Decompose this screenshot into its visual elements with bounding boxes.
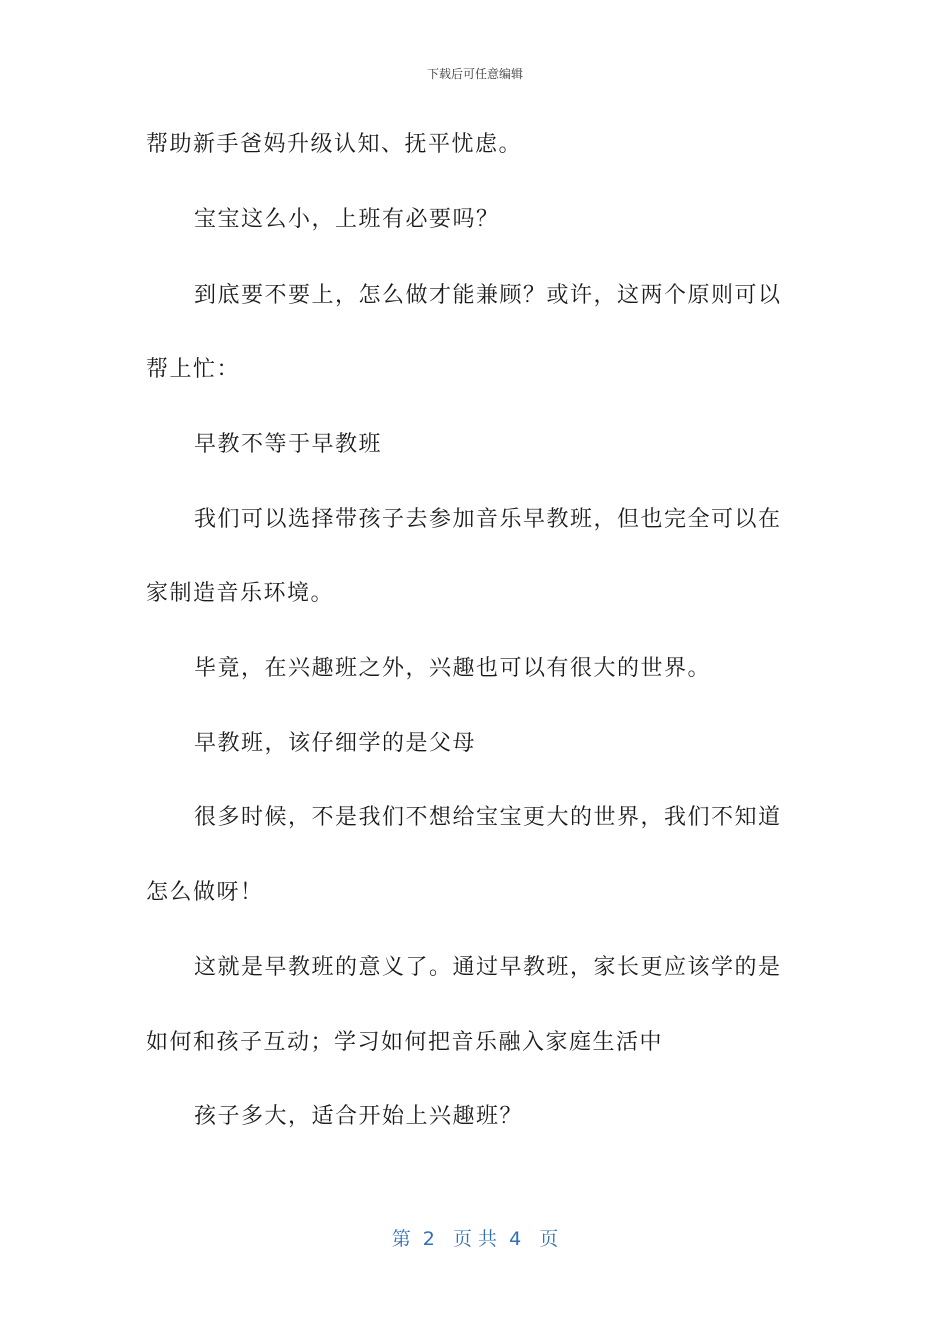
- page-header: 下载后可任意编辑: [426, 67, 523, 81]
- text-line: 早教不等于早教班: [194, 432, 383, 457]
- text-line: 帮助新手爸妈升级认知、抚平忧虑。: [146, 132, 523, 157]
- text-line: 孩子多大，适合开始上兴趣班？: [194, 1104, 524, 1129]
- text-line: 很多时候，不是我们不想给宝宝更大的世界，我们不知道: [194, 805, 782, 830]
- text-line: 帮上忙：: [146, 357, 241, 382]
- text-line: 如何和孩子互动；学习如何把音乐融入家庭生活中: [146, 1030, 664, 1055]
- text-line: 我们可以选择带孩子去参加音乐早教班，但也完全可以在: [194, 507, 782, 532]
- text-line: 早教班，该仔细学的是父母: [194, 731, 477, 756]
- page-number-footer: 第 2 页 共 4 页: [391, 1228, 559, 1250]
- text-line: 毕竟，在兴趣班之外，兴趣也可以有很大的世界。: [194, 656, 712, 681]
- text-line: 宝宝这么小，上班有必要吗？: [194, 207, 500, 232]
- text-line: 这就是早教班的意义了。通过早教班，家长更应该学的是: [194, 955, 782, 980]
- text-line: 怎么做呀！: [146, 880, 264, 905]
- text-line: 到底要不要上，怎么做才能兼顾？或许，这两个原则可以: [194, 283, 782, 308]
- text-line: 家制造音乐环境。: [146, 581, 335, 606]
